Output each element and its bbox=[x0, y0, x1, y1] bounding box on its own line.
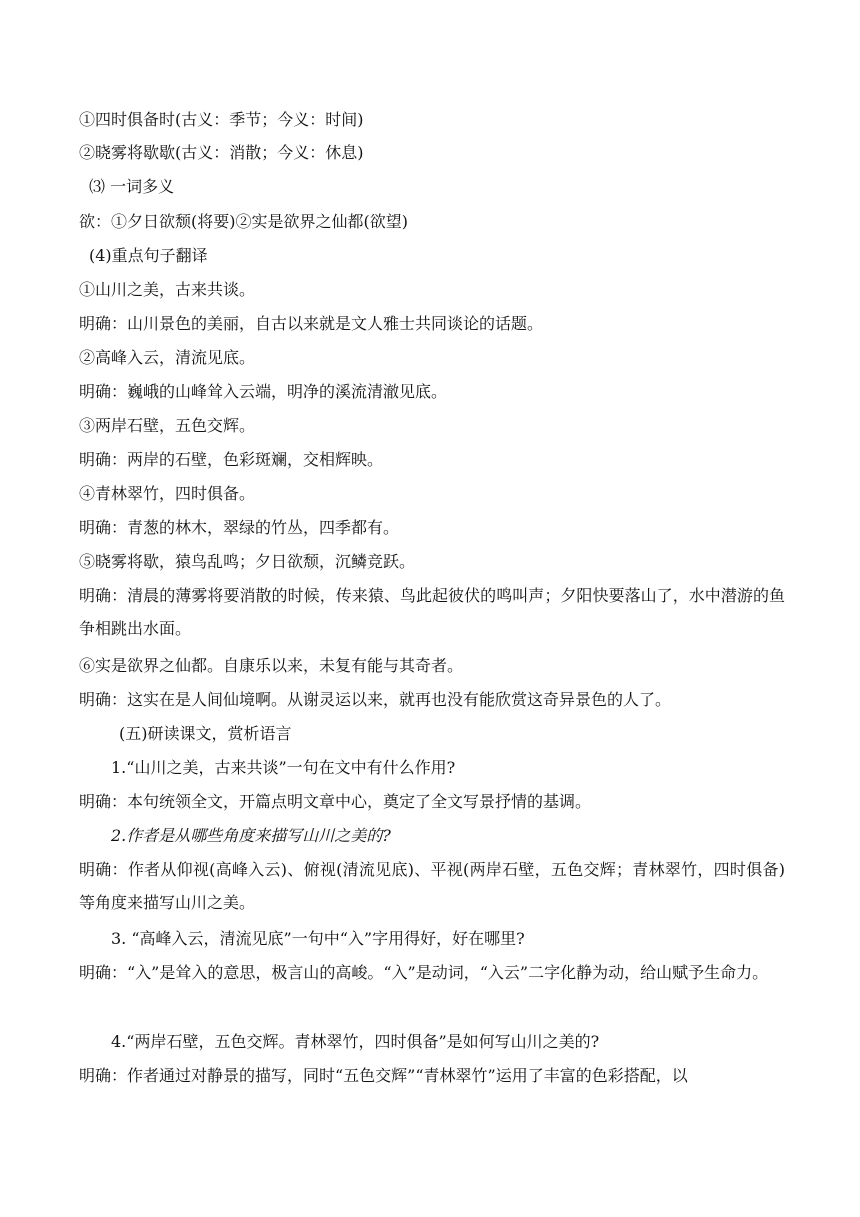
question-line: 2.作者是从哪些角度来描写山川之美的? bbox=[111, 826, 391, 845]
sentence-item: ⑥实是欲界之仙都。自康乐以来，未复有能与其奇者。 bbox=[79, 656, 464, 675]
text-line: 欲：①夕日欲颓(将要)②实是欲界之仙都(欲望) bbox=[79, 212, 408, 231]
sentence-item: ③两岸石壁，五色交辉。 bbox=[79, 416, 256, 435]
text-line: ①四时俱备时(古义：季节；今义：时间) bbox=[79, 110, 364, 129]
text-line: ②晓雾将歇歇(古义：消散；今义：休息) bbox=[79, 143, 364, 162]
subheading: (4)重点句子翻译 bbox=[89, 246, 208, 265]
section-heading: (五)研读课文，赏析语言 bbox=[119, 724, 292, 743]
answer-line: 明确：作者通过对静景的描写，同时“五色交辉”“青林翠竹”运用了丰富的色彩搭配，以 bbox=[79, 1066, 688, 1085]
answer-paragraph: 明确：作者从仰视(高峰入云)、俯视(清流见底)、平视(两岸石壁，五色交辉；青林翠竹，四时俱备)等角度来描写山川之美。 bbox=[79, 860, 785, 912]
question-line: 4.“两岸石壁，五色交辉。青林翠竹，四时俱备”是如何写山川之美的? bbox=[111, 1032, 600, 1051]
question-line: 1.“山川之美，古来共谈”一句在文中有什么作用? bbox=[111, 758, 456, 777]
answer-paragraph: 明确：清晨的薄雾将要消散的时候，传来猿、鸟此起彼伏的鸣叫声；夕阳快要落山了，水中潜游的鱼争相跳出水面。 bbox=[79, 586, 785, 638]
answer-line: 明确：山川景色的美丽，自古以来就是文人雅士共同谈论的话题。 bbox=[79, 314, 544, 333]
answer-paragraph: 明确：“入”是耸入的意思，极言山的高峻。“入”是动词，“入云”二字化静为动，给山赋予生命力。 bbox=[79, 963, 769, 982]
answer-line: 明确：本句统领全文，开篇点明文章中心，奠定了全文写景抒情的基调。 bbox=[79, 792, 592, 811]
sentence-item: ②高峰入云，清流见底。 bbox=[79, 348, 256, 367]
answer-line: 明确：这实在是人间仙境啊。从谢灵运以来，就再也没有能欣赏这奇异景色的人了。 bbox=[79, 690, 672, 709]
answer-line: 明确：青葱的林木，翠绿的竹丛，四季都有。 bbox=[79, 518, 400, 537]
subheading: ⑶ 一词多义 bbox=[89, 177, 175, 196]
sentence-item: ⑤晓雾将歇，猿鸟乱鸣；夕日欲颓，沉鳞竞跃。 bbox=[79, 552, 416, 571]
question-line: 3. “高峰入云，清流见底”一句中“入”字用得好，好在哪里? bbox=[111, 929, 525, 948]
sentence-item: ①山川之美，古来共谈。 bbox=[79, 280, 256, 299]
answer-line: 明确：两岸的石壁，色彩斑斓，交相辉映。 bbox=[79, 450, 384, 469]
sentence-item: ④青林翠竹，四时俱备。 bbox=[79, 484, 256, 503]
answer-line: 明确：巍峨的山峰耸入云端，明净的溪流清澈见底。 bbox=[79, 382, 448, 401]
